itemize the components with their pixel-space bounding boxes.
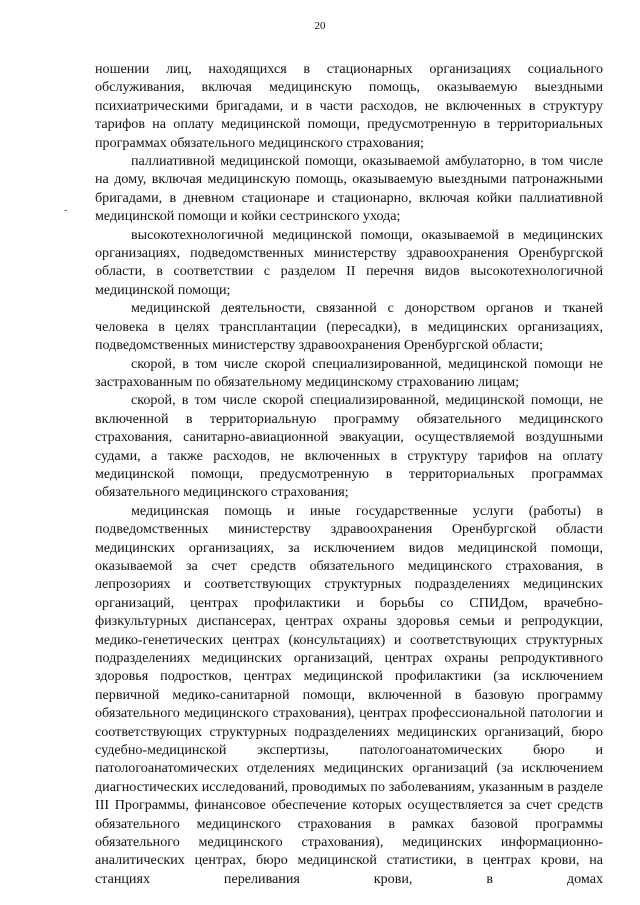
paragraph-palliative-care: паллиативной медицинской помощи, оказываемой амбулаторно, в том числе на дому, включая медицинскую помощь, оказываемую выездными патронажными бригадами, в дневном стационаре и стационарно, включая койки паллиативной медицинской помощи и койки сестринского ухода; — [95, 153, 603, 225]
paragraph-high-tech-care: высокотехнологичной медицинской помощи, оказываемой в медицинских организациях, подведомственных министерству здравоохранения Оренбургской области, в соответствии с разделом II перечня видов высокотехнологичной медицинской помощи; — [95, 226, 603, 298]
page-number: 20 — [314, 20, 326, 32]
paragraph-medical-services: медицинская помощь и иные государственные услуги (работы) в подведомственных министерству здравоохранения Оренбургской области медицинских организациях, за исключением видов медицинской помощи, оказываемой за счет средств обязательного медицинского страхования, в лепрозориях и соответствующих структурных подразделениях медицинских организаций, центрах профилактики и борьбы со СПИДом, врачебно-физкультурных диспансерах, центрах охраны здоровья семьи и репродукции, медико-генетических центрах (консультациях) и соответствующих структурных подразделениях медицинских организаций, центрах охраны репродуктивного здоровья подростков, центрах медицинской профилактики (за исключением первичной медико-санитарной помощи, включенной в базовую программу обязательного медицинского страхования), центрах профессиональной патологии и соответствующих структурных подразделениях медицинских организаций, бюро судебно-медицинской экспертизы, патологоанатомических бюро и патологоанатомических отделениях медицинских организаций (за исключением диагностических исследований, проводимых по заболеваниям, указанным в разделе III Программы, финансовое обеспечение которых осуществляется за счет средств обязательного медицинского страхования в рамках базовой программы обязательного медицинского страхования), медицинских информационно-аналитических центрах, бюро медицинской статистики, в центрах крови, на станциях переливания крови, в домах — [95, 502, 603, 887]
paragraph-organ-donation: медицинской деятельности, связанной с донорством органов и тканей человека в целях трансплантации (пересадки), в медицинских организациях, подведомственных министерству здравоохранения Оренбургской области; — [95, 300, 603, 354]
document-body — [95, 60, 603, 888]
paragraph-continuation: ношении лиц, находящихся в стационарных организациях социального обслуживания, включая медицинскую помощь, оказываемую выездными психиатрическими бригадами, и в части расходов, не включенных в структуру тарифов на оплату медицинской помощи, предусмотренную в территориальных программах обязательного медицинского страхования; — [95, 61, 603, 151]
margin-mark: - — [64, 205, 68, 216]
paragraph-emergency-uninsured: скорой, в том числе скорой специализированной, медицинской помощи не застрахованным по обязательному медицинскому страхованию лицам; — [95, 355, 603, 390]
paragraph-emergency-not-included: скорой, в том числе скорой специализированной, медицинской помощи, не включенной в территориальную программу обязательного медицинского страхования, санитарно-авиационной эвакуации, осуществляемой воздушными судами, а также расходов, не включенных в структуру тарифов на оплату медицинской помощи, предусмотренную в территориальных программах обязательного медицинского страхования; — [95, 392, 603, 501]
